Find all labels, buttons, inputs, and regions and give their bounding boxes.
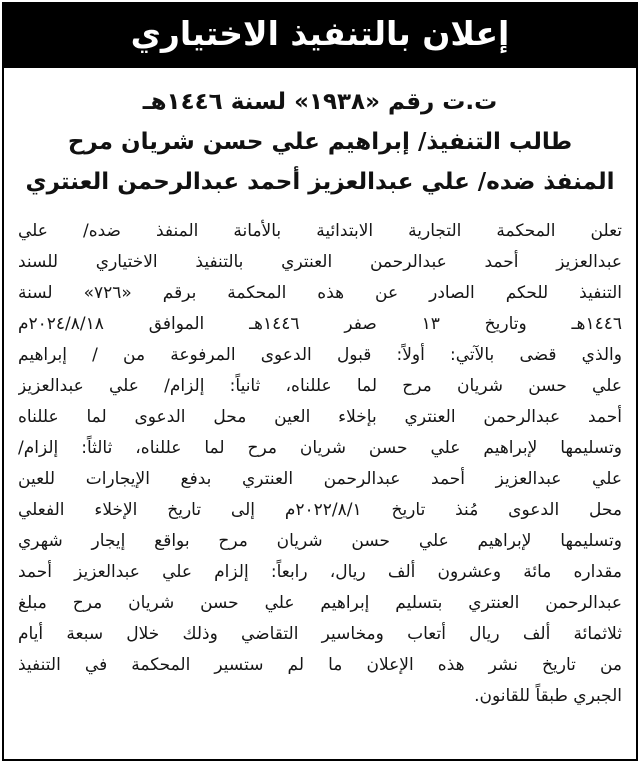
case-headlines [14, 82, 626, 202]
body-line: عبدالرحمن العنتري بتسليم إبراهيم علي حسن شريان مرح مبلغ [18, 593, 622, 613]
body-line: ١٤٤٦هـ وتاريخ ١٣ صفر ١٤٤٦هـ الموافق ٢٠٢٤/٨/١٨م [18, 314, 622, 334]
body-line: مقداره مائة وعشرون ألف ريال، رابعاً: إلزام علي عبدالعزيز أحمد [18, 562, 622, 582]
notice-frame [2, 2, 638, 761]
body-line: تعلن المحكمة التجارية الابتدائية بالأمانة المنفذ ضده/ علي [18, 221, 622, 241]
body-line: عبدالعزيز أحمد عبدالرحمن العنتري بالتنفيذ الاختياري للسند [18, 252, 622, 272]
body-line: علي حسن شريان مرح لما عللناه، ثانياً: إلزام/ علي عبدالعزيز [18, 376, 622, 396]
body-line: وتسليمها لإبراهيم علي حسن شريان مرح لما عللناه، ثالثاً: إلزام/ [18, 438, 622, 458]
body-line: ثلاثمائة ألف ريال أتعاب ومخاسير التقاضي وذلك خلال سبعة أيام [18, 624, 622, 644]
body-line: وتسليمها لإبراهيم علي حسن شريان مرح بواقع إيجار شهري [18, 531, 622, 551]
notice-banner [4, 4, 636, 68]
notice-body [18, 216, 622, 712]
body-line: التنفيذ للحكم الصادر عن هذه المحكمة برقم «٧٢٦» لسنة [18, 283, 622, 303]
execution-defendant: المنفذ ضده/ علي عبدالعزيز أحمد عبدالرحمن العنتري [25, 169, 615, 195]
body-line: والذي قضى بالآتي: أولاً: قبول الدعوى المرفوعة من / إبراهيم [18, 345, 622, 365]
body-line: محل الدعوى مُنذ تاريخ ٢٠٢٢/٨/١م إلى تاريخ الإخلاء الفعلي [18, 500, 622, 520]
notice-title: إعلان بالتنفيذ الاختياري [130, 14, 510, 53]
execution-requester: طالب التنفيذ/ إبراهيم علي حسن شريان مرح [67, 129, 573, 155]
body-line: الجبري طبقاً للقانون. [474, 686, 622, 706]
body-line: من تاريخ نشر هذه الإعلان ما لم ستسير المحكمة في التنفيذ [18, 655, 622, 675]
body-line: أحمد عبدالرحمن العنتري بإخلاء العين محل الدعوى لما عللناه [18, 407, 622, 427]
case-number: ت.ت رقم «١٩٣٨» لسنة ١٤٤٦هـ [142, 89, 498, 115]
body-line: علي عبدالعزيز أحمد عبدالرحمن العنتري بدفع الإيجارات للعين [18, 469, 622, 489]
